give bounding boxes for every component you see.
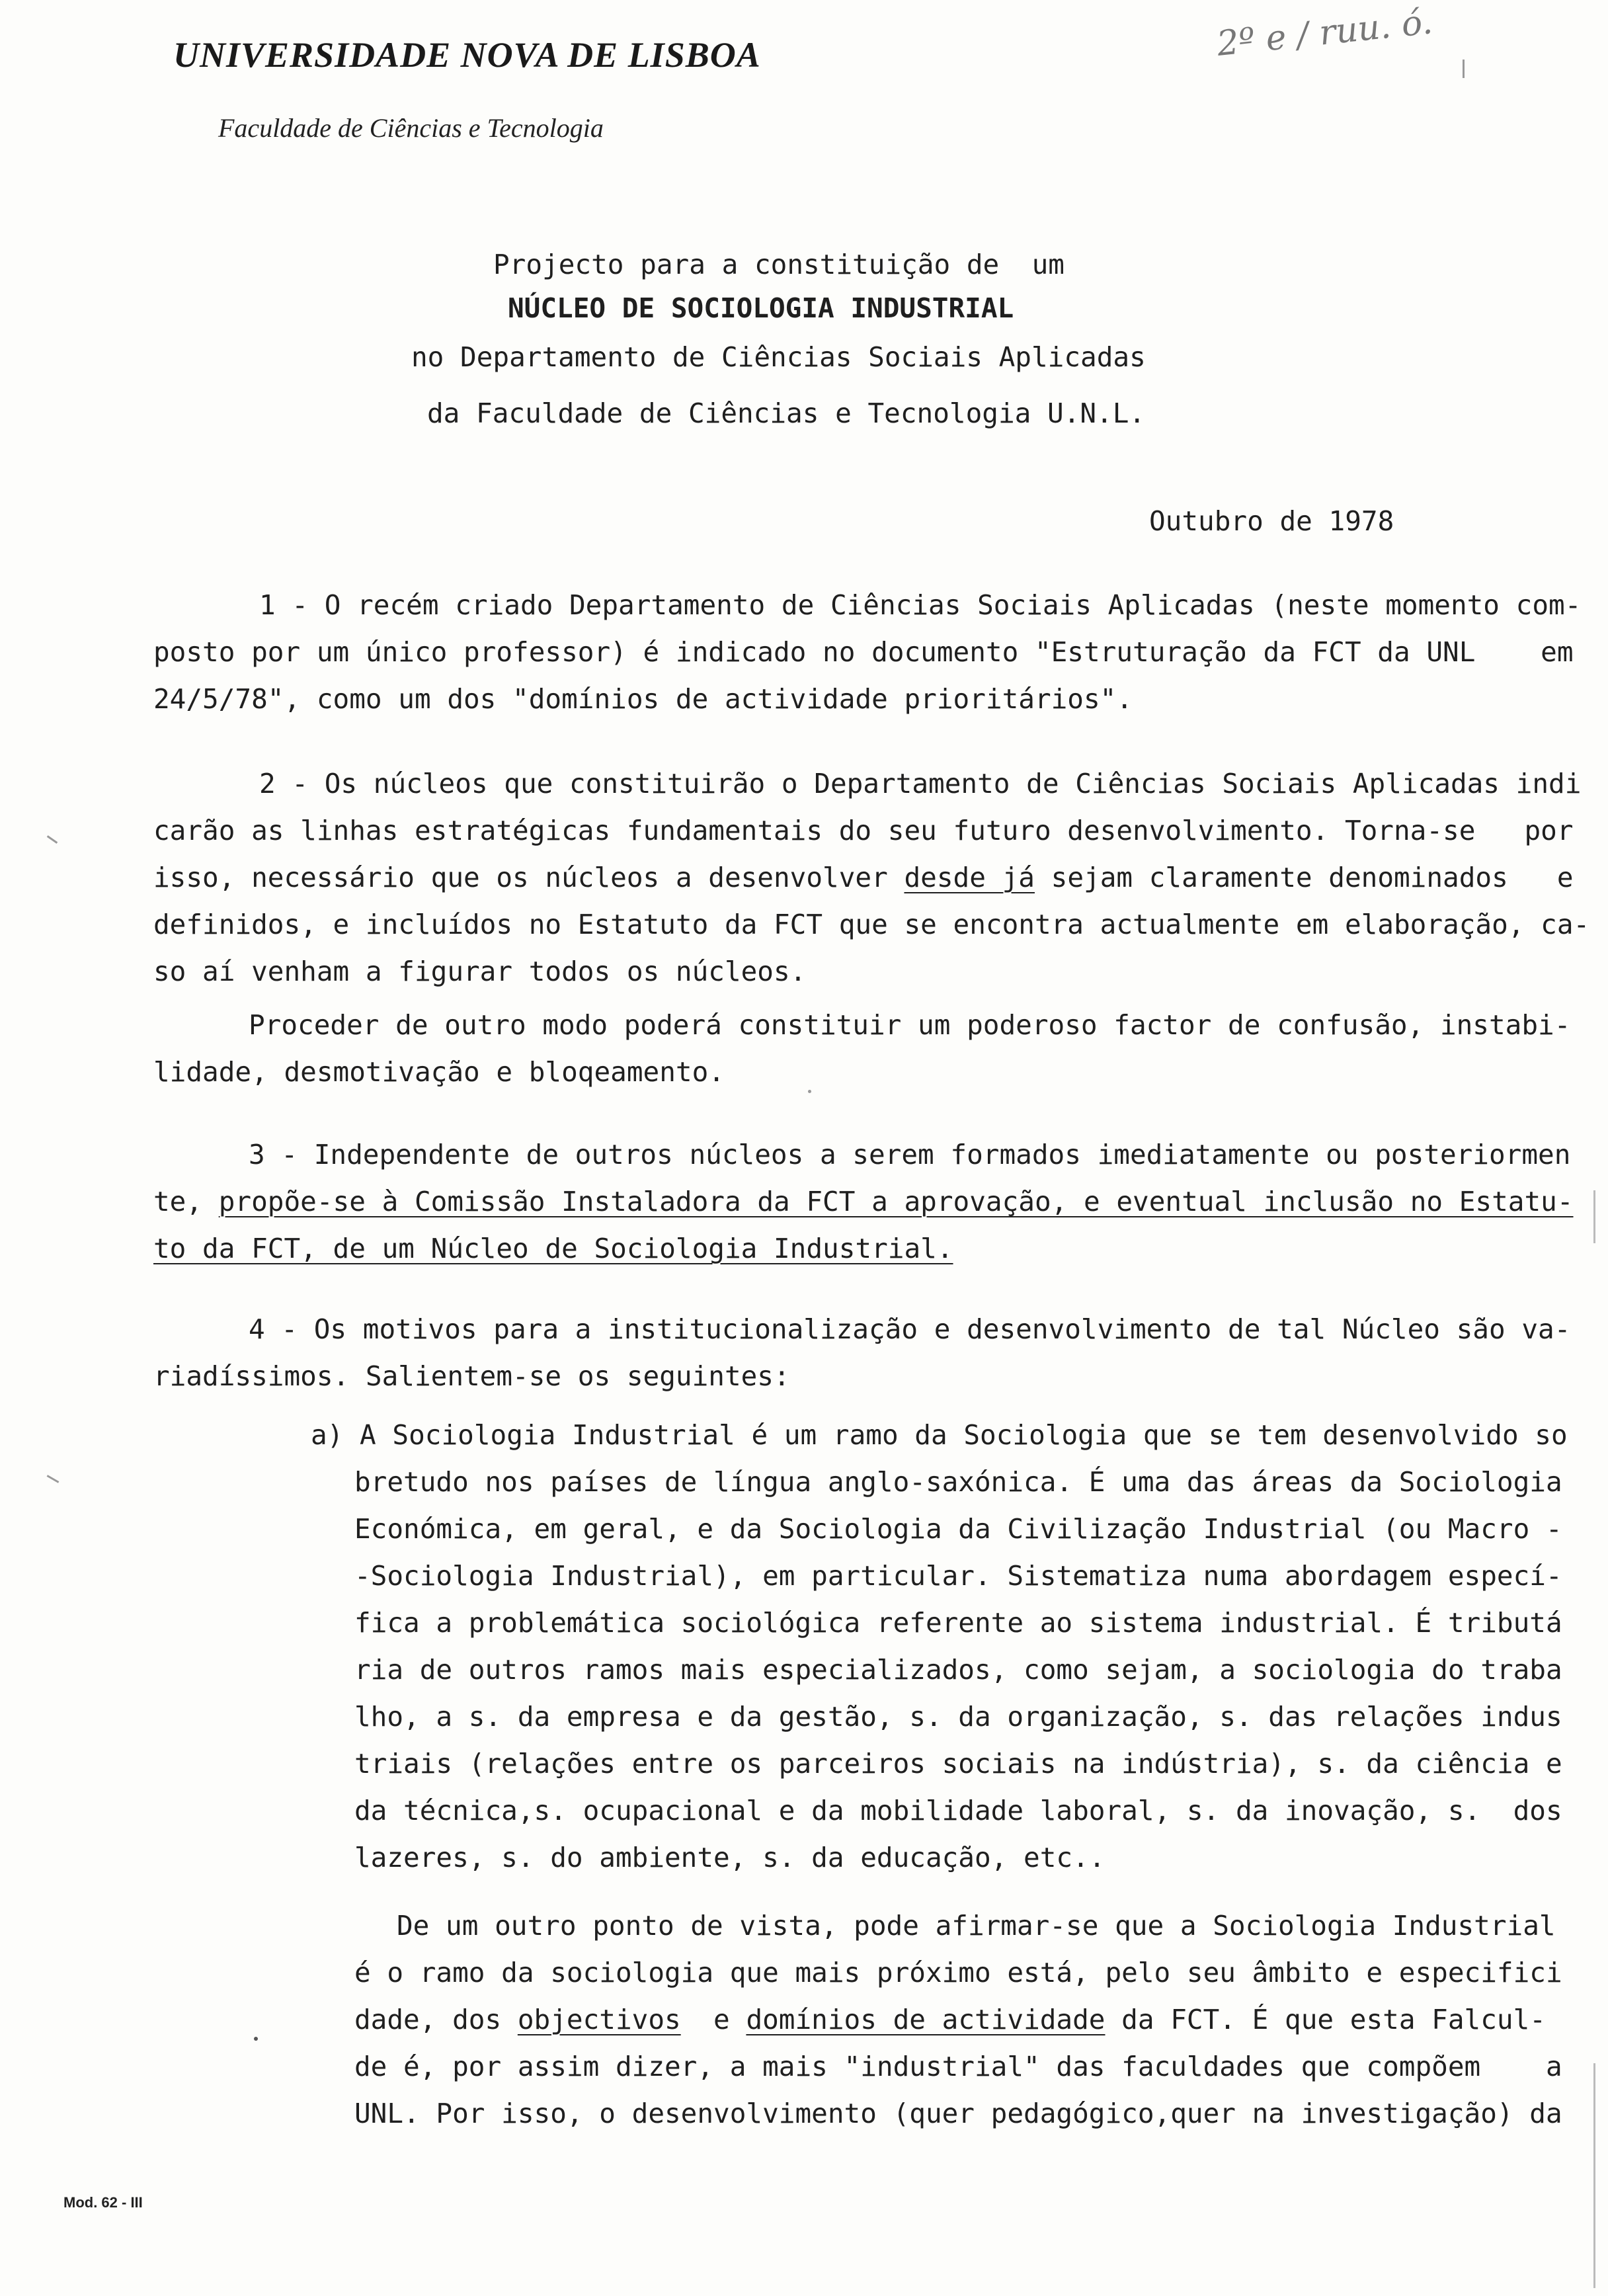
form-code: Mod. 62 - III bbox=[63, 2194, 143, 2211]
paragraph-1-line-2: posto por um único professor) é indicado no documento "Estruturação da FCT da UNL em bbox=[153, 636, 1574, 668]
paragraph-4-line-2: riadíssimos. Salientem-se os seguintes: bbox=[153, 1360, 790, 1392]
paragraph-3-line-2 bbox=[153, 1188, 1574, 1215]
margin-mark bbox=[808, 1090, 811, 1093]
underlined-desde-ja: desde já bbox=[904, 862, 1035, 893]
item-a-line-6: ria de outros ramos mais especializados, como sejam, a sociologia do traba bbox=[354, 1654, 1562, 1686]
margin-mark bbox=[47, 835, 58, 844]
title-line-1: Projecto para a constituição de um bbox=[493, 249, 1065, 280]
document-date: Outubro de 1978 bbox=[1149, 505, 1394, 537]
underlined-dominios: domínios de actividade bbox=[746, 2004, 1106, 2035]
paragraph-1-line-3: 24/5/78", como um dos "domínios de actividade prioritários". bbox=[153, 683, 1133, 715]
item-a-line-10: lazeres, s. do ambiente, s. da educação, etc.. bbox=[354, 1842, 1106, 1873]
text-run: isso, necessário que os núcleos a desenvolver bbox=[153, 862, 904, 893]
title-line-4: da Faculdade de Ciências e Tecnologia U.N.L. bbox=[427, 397, 1146, 429]
paragraph-2-line-2: carão as linhas estratégicas fundamentais do seu futuro desenvolvimento. Torna-se por bbox=[153, 815, 1574, 846]
item-a-line-7: lho, a s. da empresa e da gestão, s. da organização, s. das relações indus bbox=[354, 1701, 1562, 1733]
text-run: sejam claramente denominados e bbox=[1034, 862, 1574, 893]
text-run: dade, dos bbox=[354, 2004, 518, 2035]
item-a-line-9: da técnica,s. ocupacional e da mobilidade laboral, s. da inovação, s. dos bbox=[354, 1795, 1562, 1826]
paragraph-1-line-1: 1 - O recém criado Departamento de Ciências Sociais Aplicadas (neste momento com- bbox=[259, 589, 1582, 621]
text-run: e bbox=[680, 2004, 746, 2035]
scan-edge-line bbox=[1593, 1190, 1595, 1243]
paragraph-5-line-4: de é, por assim dizer, a mais "industrial" das faculdades que compõem a bbox=[354, 2051, 1562, 2082]
paragraph-2-line-4: definidos, e incluídos no Estatuto da FCT que se encontra actualmente em elaboração, ca- bbox=[153, 909, 1590, 940]
paragraph-2-line-3 bbox=[153, 864, 1574, 891]
paragraph-2-line-1: 2 - Os núcleos que constituirão o Departamento de Ciências Sociais Aplicadas indi bbox=[259, 768, 1582, 800]
margin-mark bbox=[1463, 60, 1465, 78]
item-a-line-4: -Sociologia Industrial), em particular. Sistematiza numa abordagem especí- bbox=[354, 1560, 1562, 1592]
margin-mark bbox=[47, 1475, 60, 1483]
paragraph-5-line-3 bbox=[354, 2006, 1546, 2033]
paragraph-2-line-5: so aí venham a figurar todos os núcleos. bbox=[153, 956, 807, 987]
text-run: da FCT. É que esta Falcul- bbox=[1105, 2004, 1546, 2035]
underlined-objectivos: objectivos bbox=[517, 2004, 681, 2035]
paragraph-2b-line-1: Proceder de outro modo poderá constituir um poderoso factor de confusão, instabi- bbox=[249, 1009, 1571, 1041]
handwritten-note: 2º e / ruu. ó. bbox=[1215, 2, 1435, 64]
scan-edge-line bbox=[1593, 2063, 1595, 2288]
item-a-line-3: Económica, em geral, e da Sociologia da Civilização Industrial (ou Macro - bbox=[354, 1513, 1562, 1545]
item-a-line-5: fica a problemática sociológica referente ao sistema industrial. É tributá bbox=[354, 1607, 1562, 1639]
paragraph-5-line-1: De um outro ponto de vista, pode afirmar-se que a Sociologia Industrial bbox=[397, 1910, 1556, 1942]
title-line-2: NÚCLEO DE SOCIOLOGIA INDUSTRIAL bbox=[508, 292, 1014, 324]
item-a-line-2: bretudo nos países de língua anglo-saxónica. É uma das áreas da Sociologia bbox=[354, 1466, 1562, 1498]
item-a-line-8: triais (relações entre os parceiros sociais na indústria), s. da ciência e bbox=[354, 1748, 1562, 1780]
underlined-proposal: propõe-se à Comissão Instaladora da FCT a aprovação, e eventual inclusão no Estatu- bbox=[218, 1186, 1574, 1217]
item-a-line-1: a) A Sociologia Industrial é um ramo da Sociologia que se tem desenvolvido so bbox=[311, 1419, 1568, 1451]
paragraph-5-line-5: UNL. Por isso, o desenvolvimento (quer pedagógico,quer na investigação) da bbox=[354, 2098, 1562, 2129]
letterhead-faculty: Faculdade de Ciências e Tecnologia bbox=[218, 113, 604, 143]
title-line-3: no Departamento de Ciências Sociais Aplicadas bbox=[411, 341, 1146, 373]
paragraph-2b-line-2: lidade, desmotivação e bloqeamento. bbox=[153, 1056, 725, 1088]
paragraph-3-line-1: 3 - Independente de outros núcleos a serem formados imediatamente ou posteriormen bbox=[249, 1139, 1571, 1170]
paragraph-4-line-1: 4 - Os motivos para a institucionalização e desenvolvimento de tal Núcleo são va- bbox=[249, 1313, 1571, 1345]
margin-mark bbox=[254, 2037, 258, 2041]
letterhead-title: UNIVERSIDADE NOVA DE LISBOA bbox=[173, 35, 761, 75]
paragraph-3-line-3: to da FCT, de um Núcleo de Sociologia Industrial. bbox=[153, 1233, 953, 1264]
paragraph-5-line-2: é o ramo da sociologia que mais próximo está, pelo seu âmbito e especifici bbox=[354, 1957, 1562, 1988]
text-run: te, bbox=[153, 1186, 219, 1217]
